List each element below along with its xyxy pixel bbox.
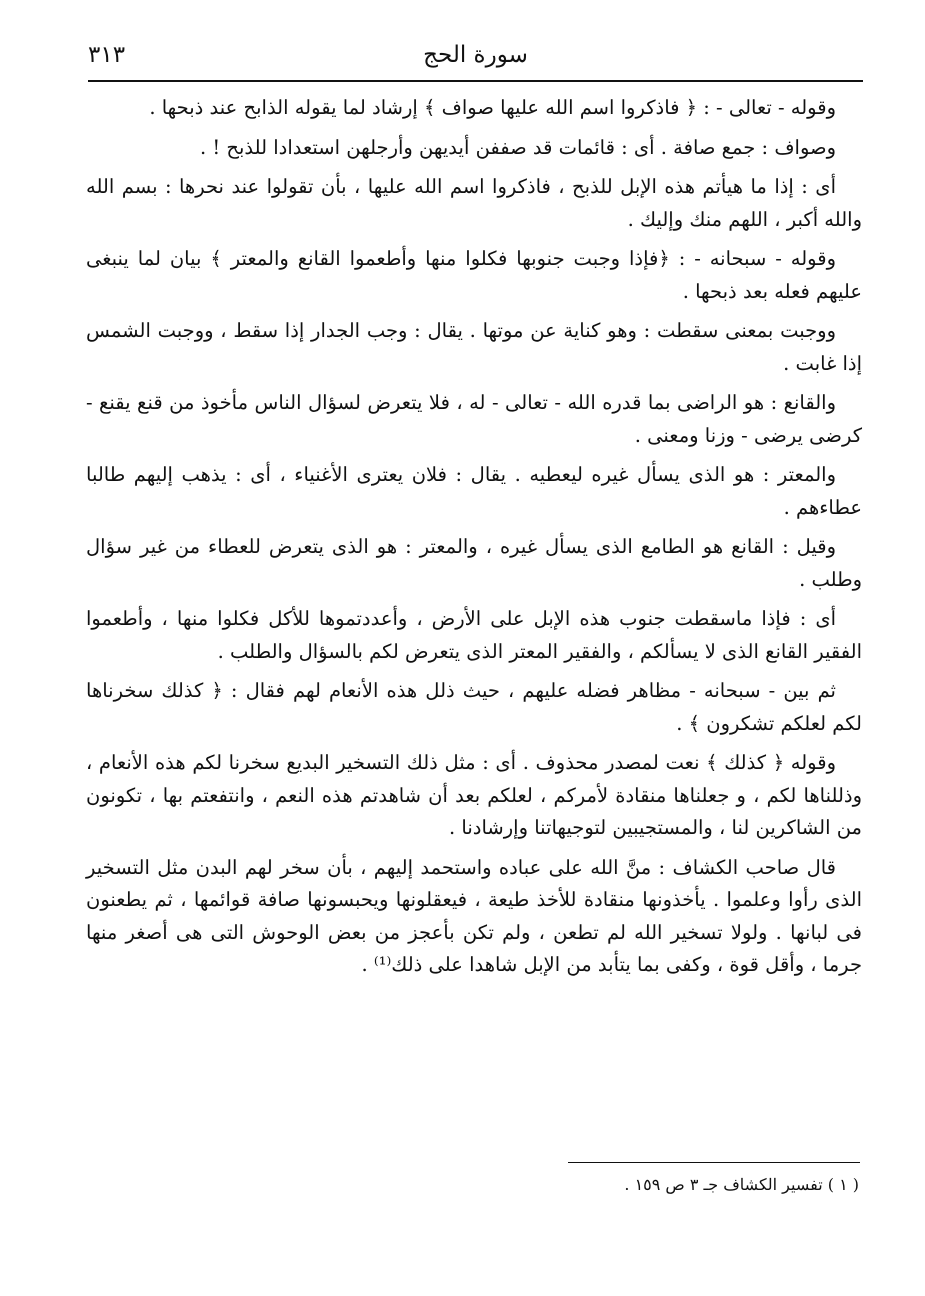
paragraph: وقوله ﴿ كذلك ﴾ نعت لمصدر محذوف . أى : مثل ذلك التسخير البديع سخرنا لكم هذه الأنعام ، وذللناها لكم ، و جعلناها منقادة لأمركم ، لعلكم بعد أن شاهدتم هذه النعم ، وانتفعتم بها ، تكونون من الشاكرين لنا ، والمستجيبين لتوجيهاتنا وإرشادنا .	[86, 751, 862, 839]
paragraph: وقوله - تعالى - : ﴿ فاذكروا اسم الله عليها صواف ﴾ إرشاد لما يقوله الذابح عند ذبحها .	[149, 96, 836, 119]
page-header	[88, 38, 863, 78]
paragraph: قال صاحب الكشاف : منَّ الله على عباده واستحمد إليهم ، بأن سخر لهم البدن مثل التسخير الذى رأوا وعلموا . يأخذونها منقادة للأخذ طيعة ، فيعقلونها ويحبسونها صافة قوائمها ، ثم يطعنون فى لبانها . ولولا تسخير الله لم تطعن ، ولم تكن بأعجز من بعض الوحوش التى هى أصغر منها جرما ، وأقل قوة ، وكفى بما يتأبد من الإبل شاهدا على ذلك⁽¹⁾ .	[86, 855, 862, 976]
paragraph: وصواف : جمع صافة . أى : قائمات قد صففن أيديهن وأرجلهن استعدادا للذبح ! .	[199, 135, 836, 159]
paragraph: وقيل : القانع هو الطامع الذى يسأل غيره ، والمعتر : هو الذى يتعرض للعطاء من غير سؤال وطلب .	[86, 535, 862, 591]
page-number: ٣١٣	[88, 42, 126, 68]
commentary-body	[86, 92, 862, 989]
footnote-divider	[568, 1162, 860, 1163]
paragraph: أى : فإذا ماسقطت جنوب هذه الإبل على الأرض ، وأعددتموها للأكل فكلوا منها ، وأطعموا الفقير القانع الذى لا يسألكم ، والفقير المعتر الذى يتعرض لكم بالسؤال والطلب .	[86, 607, 862, 663]
paragraph: والمعتر : هو الذى يسأل غيره ليعطيه . يقال : فلان يعترى الأغنياء ، أى : يذهب إليهم طالبا عطاءهم .	[86, 463, 862, 519]
surah-title: سورة الحج	[423, 42, 528, 68]
paragraph: وقوله - سبحانه - : ﴿فإذا وجبت جنوبها فكلوا منها وأطعموا القانع والمعتر ﴾ بيان لما ينبغى عليهم فعله بعد ذبحها .	[86, 247, 862, 303]
footnote: ( ١ ) تفسير الكشاف جـ ٣ ص ١٥٩ .	[624, 1175, 859, 1194]
header-divider	[88, 80, 863, 82]
paragraph: ثم بين - سبحانه - مظاهر فضله عليهم ، حيث ذلل هذه الأنعام لهم فقال : ﴿ كذلك سخرناها لكم لعلكم تشكرون ﴾ .	[86, 679, 862, 735]
paragraph: والقانع : هو الراضى بما قدره الله - تعالى - له ، فلا يتعرض لسؤال الناس مأخوذ من قنع يقنع - كرضى يرضى - وزنا ومعنى .	[86, 391, 862, 447]
paragraph: أى : إذا ما هيأتم هذه الإبل للذبح ، فاذكروا اسم الله عليها ، بأن تقولوا عند نحرها : بسم الله والله أكبر ، اللهم منك وإليك .	[86, 175, 862, 231]
paragraph: ووجبت بمعنى سقطت : وهو كناية عن موتها . يقال : وجب الجدار إذا سقط ، ووجبت الشمس إذا غابت .	[86, 319, 862, 375]
